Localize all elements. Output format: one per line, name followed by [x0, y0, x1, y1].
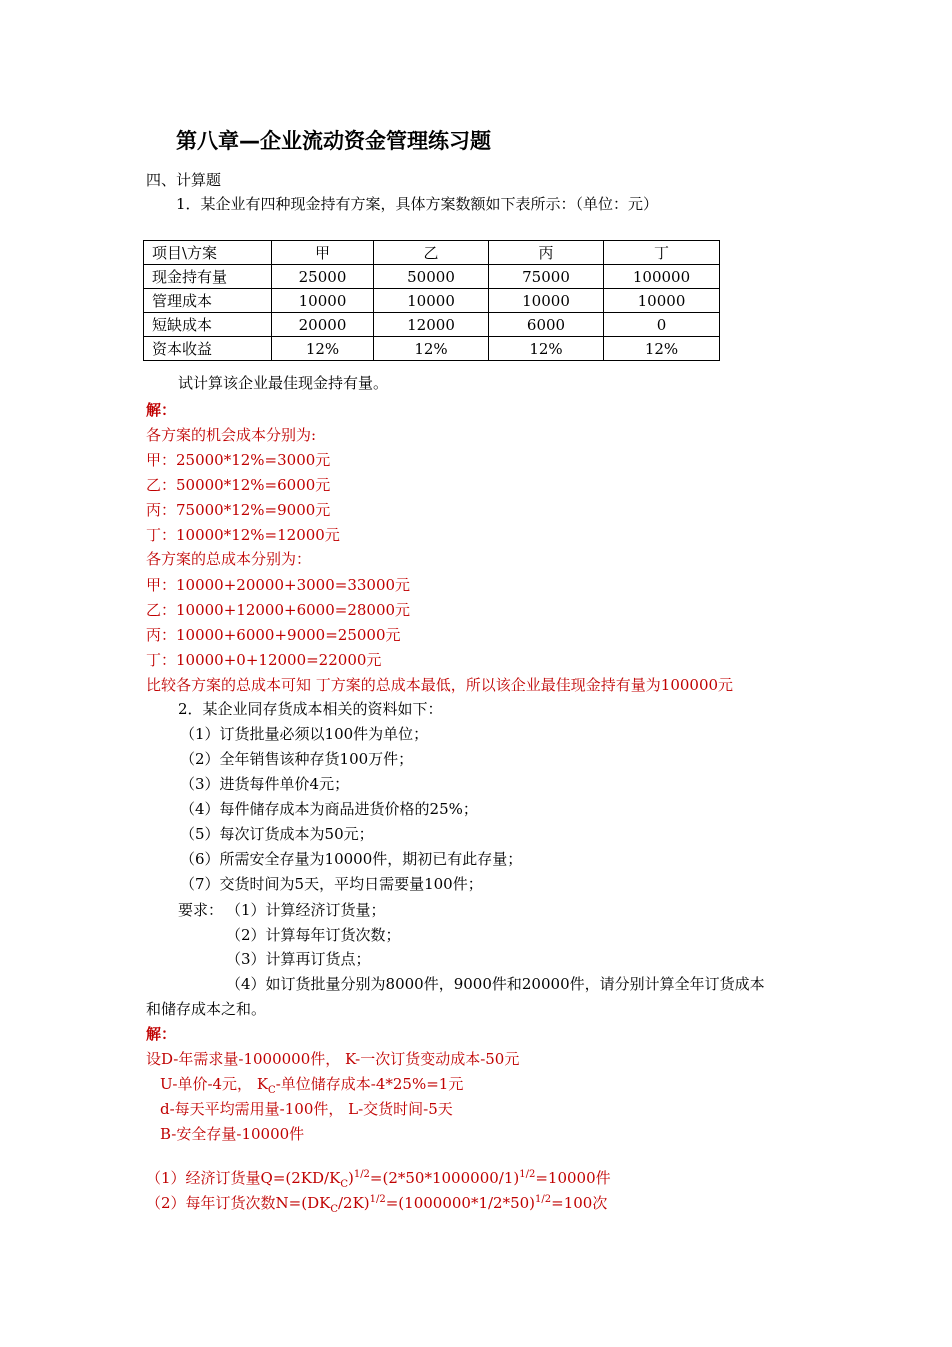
- q2-item: （6）所需安全存量为10000件，期初已有此存量；: [180, 850, 523, 868]
- table-cell: 6000: [489, 313, 604, 337]
- section-heading: 四、计算题: [146, 171, 222, 189]
- table-cell: 短缺成本: [144, 313, 272, 337]
- solution-line: 甲：10000+20000+3000=33000元: [146, 576, 411, 594]
- table-cell: 20000: [272, 313, 374, 337]
- table-row: [144, 337, 720, 361]
- q2-intro: 2．某企业同存货成本相关的资料如下：: [178, 700, 443, 718]
- solution-line: 各方案的总成本分别为：: [146, 550, 312, 568]
- table-header-row: [144, 241, 720, 265]
- table-cell: 0: [604, 313, 720, 337]
- q2-item: （4）每件储存成本为商品进货价格的25%；: [180, 800, 478, 818]
- table-cell: 12%: [489, 337, 604, 361]
- table-cell: 10000: [374, 289, 489, 313]
- table-cell: 50000: [374, 265, 489, 289]
- q2-item: （1）订货批量必须以100件为单位；: [180, 725, 429, 743]
- page-title: 第八章—企业流动资金管理练习题: [176, 129, 491, 153]
- solution-label: 解：: [146, 1025, 177, 1043]
- solution-line: 乙：50000*12%=6000元: [146, 476, 331, 494]
- table-cell: 12%: [374, 337, 489, 361]
- table-cell: 资本收益: [144, 337, 272, 361]
- variable-definition: B-安全存量-10000件: [160, 1125, 305, 1143]
- cash-plan-table: [143, 240, 720, 361]
- requirements-label: 要求：: [178, 901, 224, 919]
- table-cell: 75000: [489, 265, 604, 289]
- table-row: [144, 313, 720, 337]
- table-cell: 12%: [604, 337, 720, 361]
- answer-line: （1）经济订货量$Q=(2KD/K_C)^{1/2}=(2*50*1000000/1)^{1/2}=10000$件: [146, 1169, 611, 1190]
- table-cell: 现金持有量: [144, 265, 272, 289]
- table-header-cell: 甲: [272, 241, 374, 265]
- variable-definition: d-每天平均需用量-100件， L-交货时间-5天: [160, 1100, 453, 1118]
- solution-line: 各方案的机会成本分别为:: [146, 426, 317, 444]
- solution-line: 丙：10000+6000+9000=25000元: [146, 626, 401, 644]
- q1-intro: 1．某企业有四种现金持有方案，具体方案数额如下表所示：（单位：元）: [176, 195, 659, 213]
- table-header-cell: 丙: [489, 241, 604, 265]
- requirement-continuation: 和储存成本之和。: [146, 1000, 267, 1018]
- table-row: [144, 289, 720, 313]
- requirement-item: （4）如订货批量分别为8000件，9000件和20000件，请分别计算全年订货成本: [226, 975, 765, 993]
- solution-line: 甲：25000*12%=3000元: [146, 451, 331, 469]
- table-cell: 12000: [374, 313, 489, 337]
- answer-line: （2）每年订货次数$N=(DK_C/2K)^{1/2}=(1000000*1/2*50)^{1/2}=100$次: [146, 1194, 608, 1215]
- requirement-item: （1）计算经济订货量；: [226, 901, 386, 919]
- requirement-item: （2）计算每年订货次数；: [226, 926, 401, 944]
- solution-line: 丁：10000+0+12000=22000元: [146, 651, 382, 669]
- q1-ask: 试计算该企业最佳现金持有量。: [178, 374, 389, 392]
- q2-item: （3）进货每件单价4元；: [180, 775, 350, 793]
- solution-line: 乙：10000+12000+6000=28000元: [146, 601, 411, 619]
- solution-label: 解：: [146, 401, 177, 419]
- table-cell: 25000: [272, 265, 374, 289]
- table-header-cell: 乙: [374, 241, 489, 265]
- table-cell: 12%: [272, 337, 374, 361]
- q2-item: （7）交货时间为5天，平均日需要量100件；: [180, 875, 483, 893]
- table-header-cell: 丁: [604, 241, 720, 265]
- solution-line: 丙：75000*12%=9000元: [146, 501, 331, 519]
- table-cell: 100000: [604, 265, 720, 289]
- table-header-cell: 项目\方案: [144, 241, 272, 265]
- variable-definition: 设D-年需求量-1000000件， K-一次订货变动成本-50元: [146, 1050, 520, 1068]
- solution-conclusion: 比较各方案的总成本可知 丁方案的总成本最低，所以该企业最佳现金持有量为100000元: [146, 676, 734, 694]
- table-cell: 10000: [604, 289, 720, 313]
- q2-item: （5）每次订货成本为50元；: [180, 825, 374, 843]
- table-cell: 10000: [272, 289, 374, 313]
- table-cell: 10000: [489, 289, 604, 313]
- table-row: [144, 265, 720, 289]
- table-cell: 管理成本: [144, 289, 272, 313]
- solution-line: 丁：10000*12%=12000元: [146, 526, 340, 544]
- variable-definition: U-单价-4元， $K_C-$单位储存成本-4*25%=1元: [160, 1075, 464, 1096]
- requirement-item: （3）计算再订货点；: [226, 950, 371, 968]
- q2-item: （2）全年销售该种存货100万件；: [180, 750, 414, 768]
